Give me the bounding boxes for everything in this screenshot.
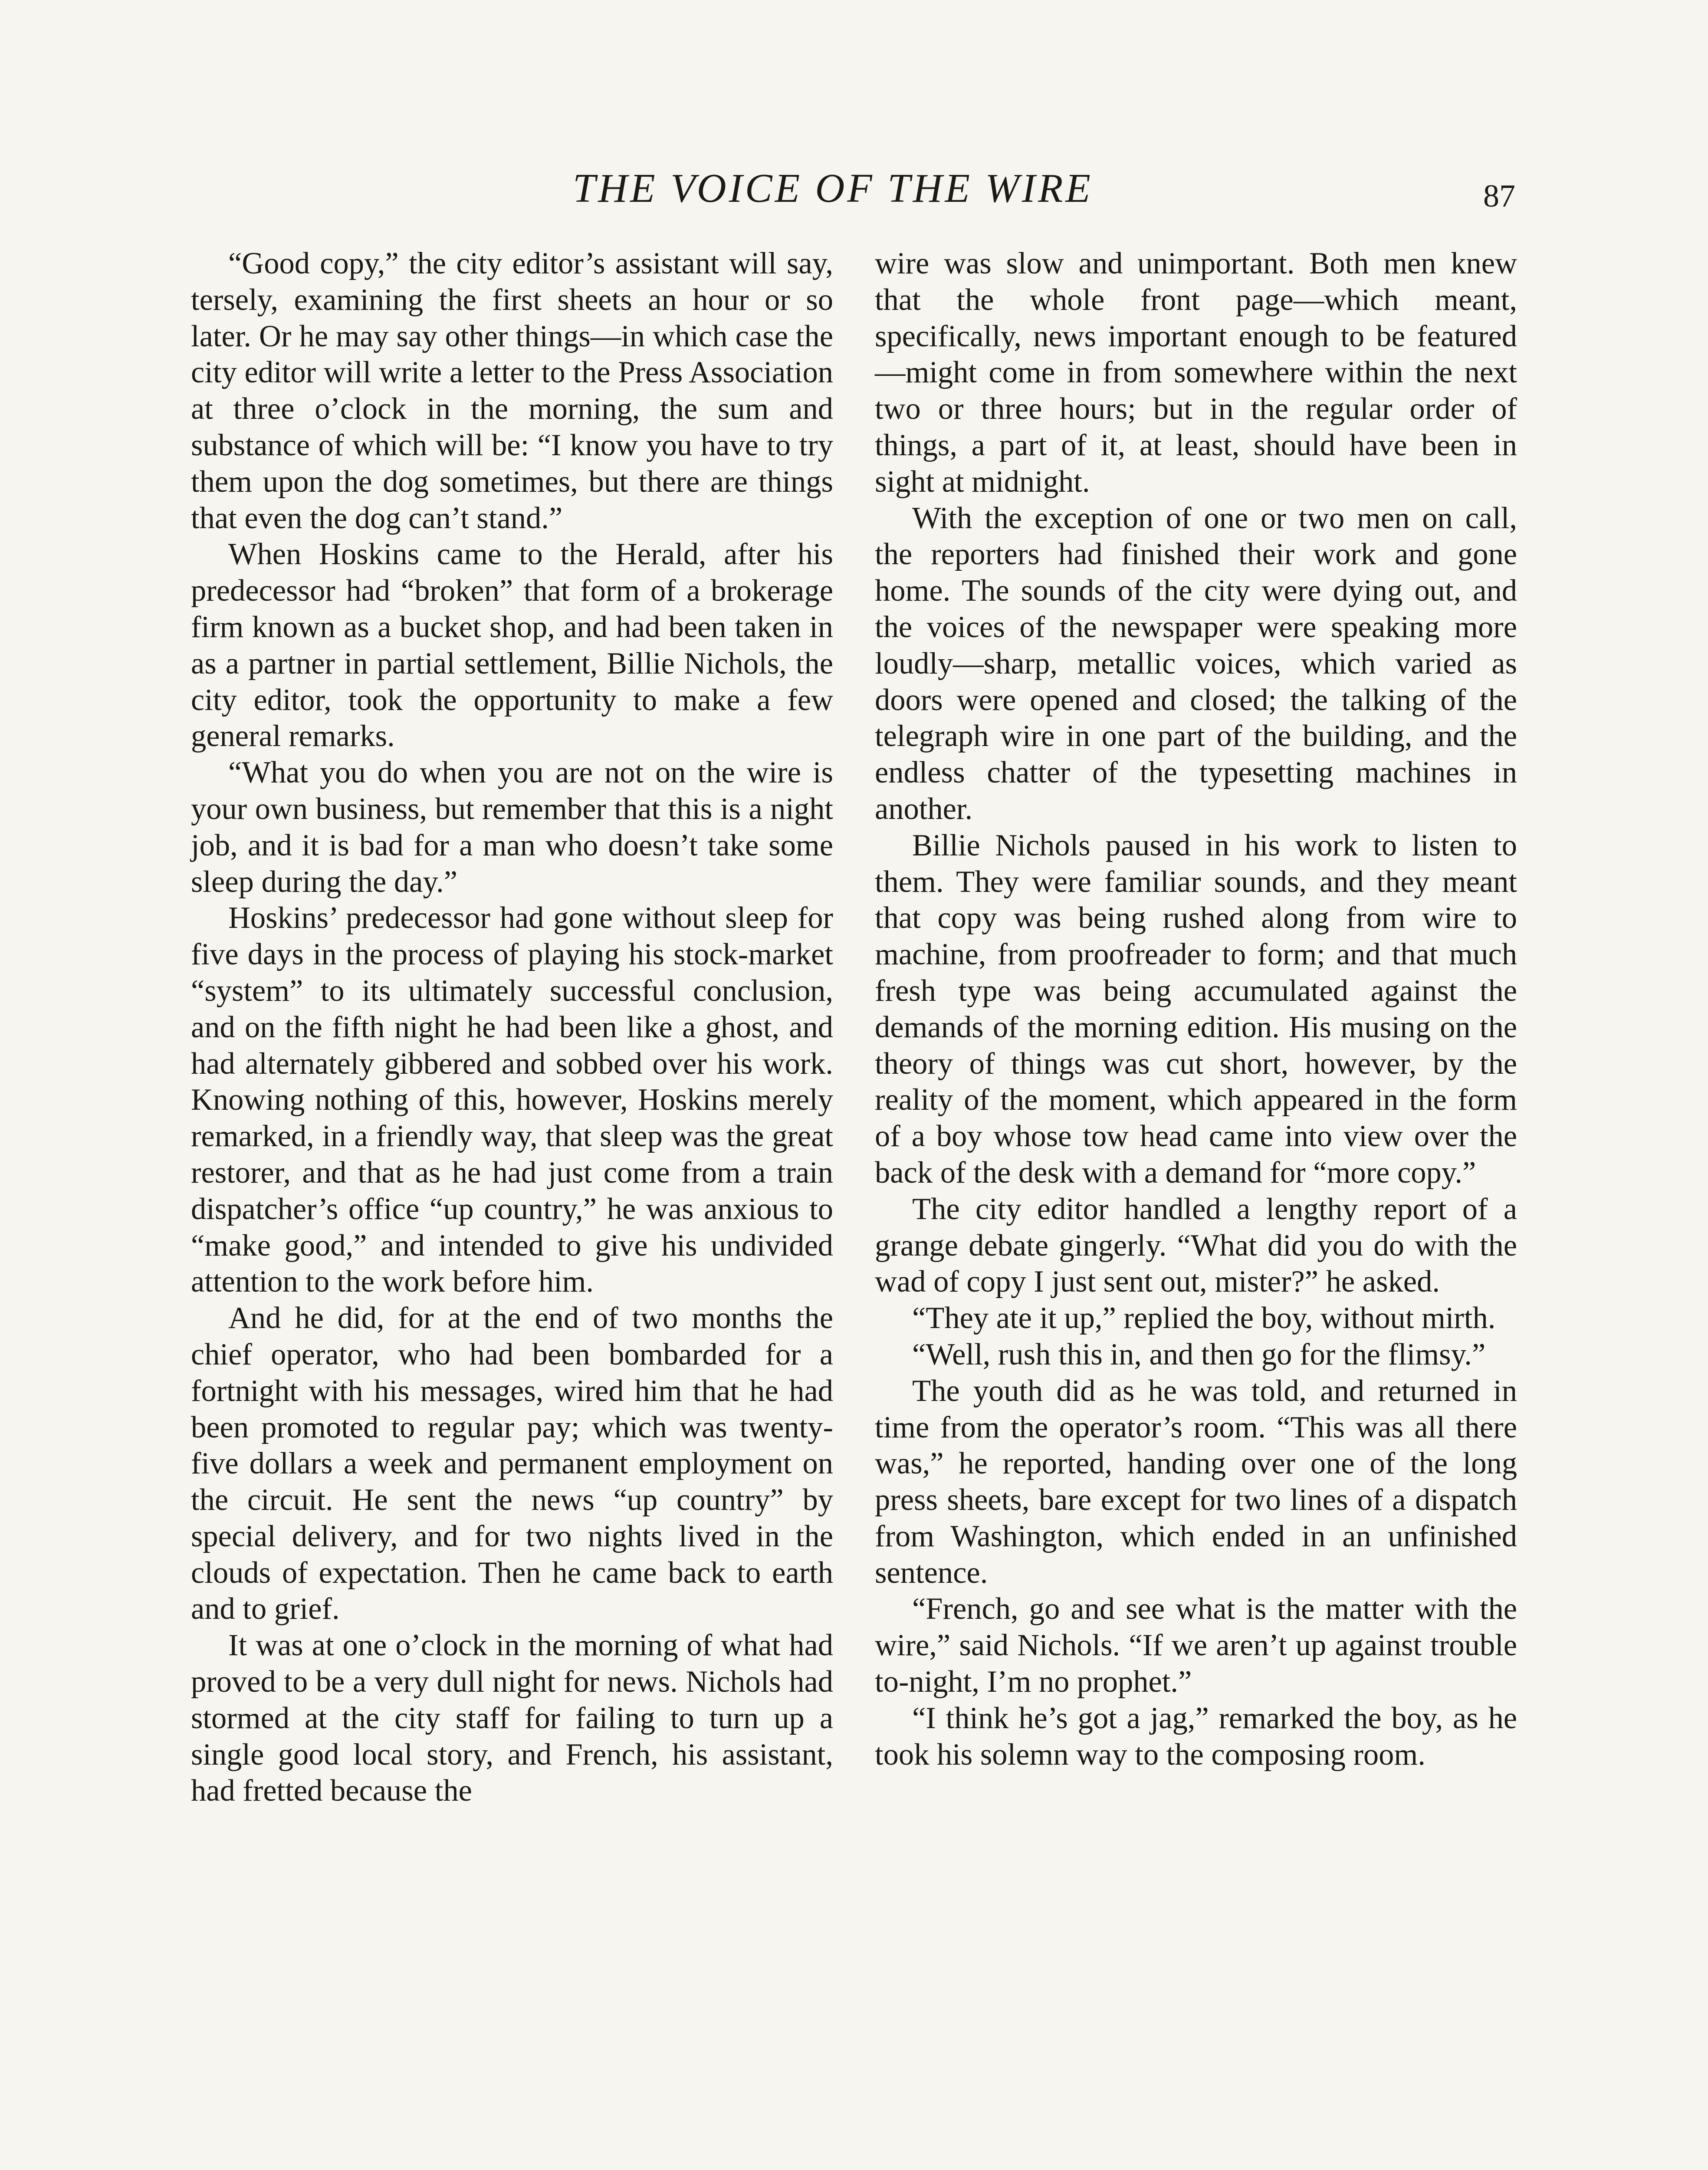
paragraph: “Good copy,” the city editor’s assistant will say, tersely, examining the first sheets an hour or so later. Or he may say other things—in which case the city editor will write a letter to the Press Association at three o’clock in the morning, the sum and substance of which will be: “I know you have to try them upon the dog sometimes, but there are things that even the dog can’t stand.”	[191, 247, 833, 535]
running-title: THE VOICE OF THE WIRE	[573, 166, 1093, 211]
paragraph: Billie Nichols paused in his work to listen to them. They were familiar sounds, and they meant that copy was being rushed along from wire to machine, from proofreader to form; and that much fresh type was being accumulated against the demands of the morning edition. His musing on the theory of things was cut short, however, by the reality of the moment, which appeared in the form of a boy whose tow head came into view over the back of the desk with a demand for “more copy.”	[875, 828, 1517, 1190]
paragraph: It was at one o’clock in the morning of what had proved to be a very dull night for news. Nichols had stormed at the city staff for failing to turn up a single good local story, and French, his assistant, had fretted because the	[191, 1628, 833, 1808]
paragraph: “I think he’s got a jag,” remarked the boy, as he took his solemn way to the composing room.	[875, 1701, 1517, 1772]
left-column	[191, 246, 833, 1809]
paragraph: “Well, rush this in, and then go for the flimsy.”	[912, 1337, 1486, 1371]
page-number: 87	[1483, 178, 1515, 214]
paragraph: And he did, for at the end of two months the chief operator, who had been bombarded for a fortnight with his messages, wired him that he had been promoted to regular pay; which was twenty-five dollars a week and permanent employment on the circuit. He sent the news “up country” by special delivery, and for two nights lived in the clouds of expectation. Then he came back to earth and to grief.	[191, 1301, 833, 1626]
continued-paragraph: wire was slow and unimportant. Both men knew that the whole front page—which meant, specifically, news important enough to be featured—might come in from somewhere within the next two or three hours; but in the regular order of things, a part of it, at least, should have been in sight at midnight.	[875, 247, 1517, 499]
paragraph: “French, go and see what is the matter with the wire,” said Nichols. “If we aren’t up against trouble to-night, I’m no prophet.”	[875, 1592, 1517, 1699]
paragraph: Hoskins’ predecessor had gone without sleep for five days in the process of playing his stock-market “system” to its ultimately successful conclusion, and on the fifth night he had been like a ghost, and had alternately gibbered and sobbed over his work. Knowing nothing of this, however, Hoskins merely remarked, in a friendly way, that sleep was the great restorer, and that as he had just come from a train dispatcher’s office “up country,” he was anxious to “make good,” and intended to give his undivided attention to the work before him.	[191, 901, 833, 1299]
right-column	[875, 246, 1517, 1773]
paragraph: “What you do when you are not on the wire is your own business, but remember that this is a night job, and it is bad for a man who doesn’t take some sleep during the day.”	[191, 756, 833, 899]
paragraph: With the exception of one or two men on call, the reporters had finished their work and gone home. The sounds of the city were dying out, and the voices of the newspaper were speaking more loudly—sharp, metallic voices, which varied as doors were opened and closed; the talking of the telegraph wire in one part of the building, and the endless chatter of the typesetting machines in another.	[875, 501, 1517, 826]
paragraph: When Hoskins came to the Herald, after his predecessor had “broken” that form of a brokerage firm known as a bucket shop, and had been taken in as a partner in partial settlement, Billie Nichols, the city editor, took the opportunity to make a few general remarks.	[191, 537, 833, 753]
paragraph: The city editor handled a lengthy report of a grange debate gingerly. “What did you do with the wad of copy I just sent out, mister?” he asked.	[875, 1192, 1517, 1299]
paragraph: “They ate it up,” replied the boy, without mirth.	[912, 1301, 1496, 1335]
paragraph: The youth did as he was told, and returned in time from the operator’s room. “This was all there was,” he reported, handing over one of the long press sheets, bare except for two lines of a dispatch from Washington, which ended in an unfinished sentence.	[875, 1374, 1517, 1590]
running-header	[0, 165, 1708, 226]
